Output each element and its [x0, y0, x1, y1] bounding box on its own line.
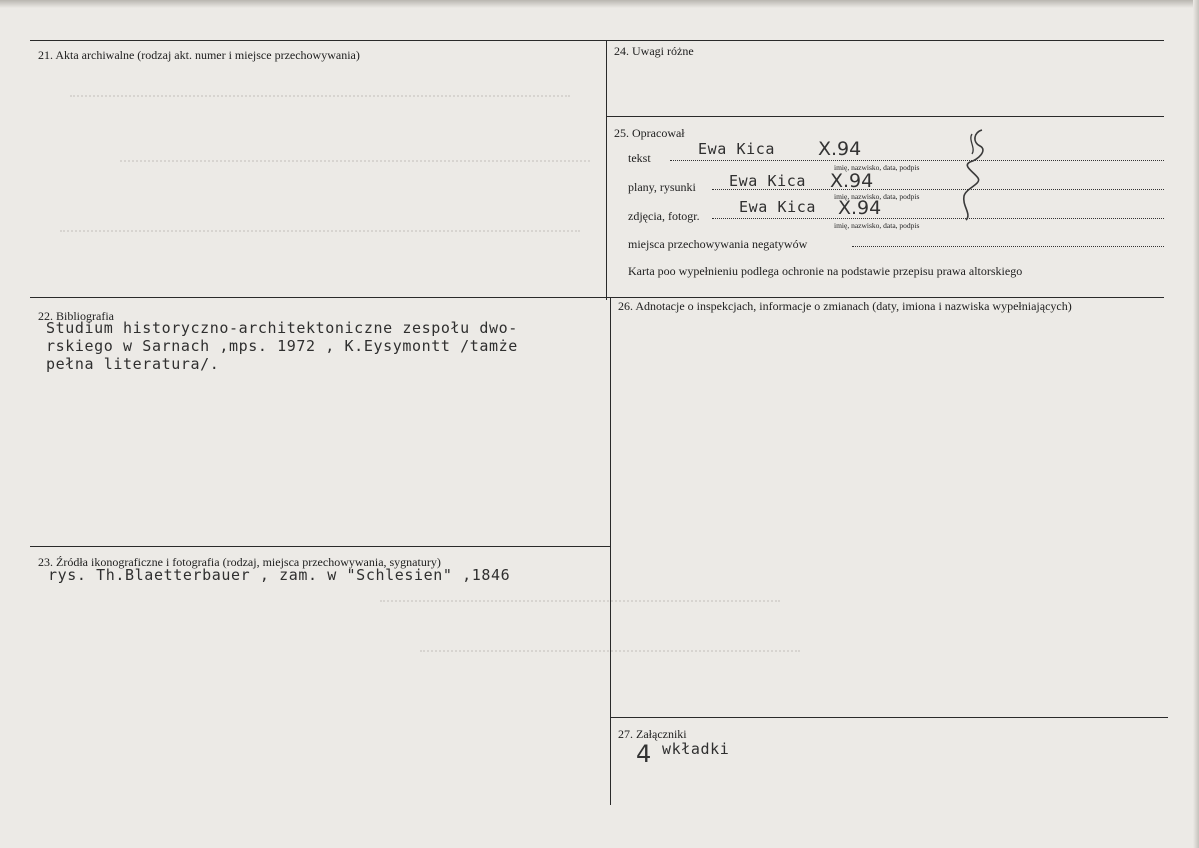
iconography-text: rys. Th.Blaetterbauer , zam. w "Schlesien" ,1846	[48, 566, 511, 584]
row-plany-name: Ewa Kica	[729, 172, 807, 190]
bleed-through	[120, 160, 590, 162]
bleed-through	[60, 230, 580, 232]
row-tekst-line	[670, 160, 1164, 161]
row-tekst-date: X.94	[818, 138, 862, 160]
section-25-label: 25. Opracował	[614, 126, 685, 140]
rule-center-lower	[610, 297, 611, 805]
row-zdjecia-hint: imię, nazwisko, data, podpis	[834, 221, 920, 230]
section-21-label: 21. Akta archiwalne (rodzaj akt. numer i miejsce przechowywania)	[38, 48, 360, 62]
bibliography-line: rskiego w Sarnach ,mps. 1972 , K.Eysymontt /tamże	[46, 337, 518, 355]
rule-26-27	[610, 717, 1168, 718]
attachments-text: wkładki	[662, 740, 730, 758]
row-plany-label: plany, rysunki	[628, 180, 696, 194]
copyright-note: Karta poo wypełnieniu podlega ochronie na podstawie przepisu prawa altorskiego	[628, 264, 1023, 278]
rule-mid	[30, 297, 1164, 298]
row-tekst-label: tekst	[628, 151, 651, 165]
paper-edge-right	[1193, 0, 1199, 848]
row-zdjecia-date: X.94	[838, 197, 882, 219]
negatives-line	[852, 246, 1164, 247]
row-zdjecia-line	[712, 218, 1164, 219]
row-zdjecia-name: Ewa Kica	[739, 198, 817, 216]
paper-edge-top	[0, 0, 1199, 8]
section-27-label: 27. Załączniki	[618, 727, 687, 741]
attachments-count: 4	[636, 740, 652, 768]
rule-22-23	[30, 546, 610, 547]
section-23-label: 23. Źródła ikonograficzne i fotografia (rodzaj, miejsca przechowywania, sygnatury)	[38, 555, 441, 569]
bibliography-line: pełna literatura/.	[46, 355, 220, 373]
row-tekst-name: Ewa Kica	[698, 140, 776, 158]
bleed-through	[70, 95, 570, 97]
row-plany-date: X.94	[830, 170, 874, 192]
section-24-label: 24. Uwagi różne	[614, 44, 694, 58]
rule-24-25	[606, 116, 1164, 117]
section-26-label: 26. Adnotacje o inspekcjach, informacje o zmianach (daty, imiona i nazwiska wypełniających)	[618, 299, 1072, 313]
rule-center-upper	[606, 40, 607, 300]
rule-top	[30, 40, 1164, 41]
bibliography-line: Studium historyczno-architektoniczne zespołu dwo-	[46, 319, 518, 337]
row-zdjecia-label: zdjęcia, fotogr.	[628, 209, 700, 223]
row-tekst-hint: imię, nazwisko, data, podpis	[834, 163, 920, 172]
signature	[952, 122, 992, 222]
row-plany-hint: imię, nazwisko, data, podpis	[834, 192, 920, 201]
bleed-through	[380, 600, 780, 602]
negatives-label: miejsca przechowywania negatywów	[628, 237, 808, 251]
section-22-label: 22. Bibliografia	[38, 309, 114, 323]
